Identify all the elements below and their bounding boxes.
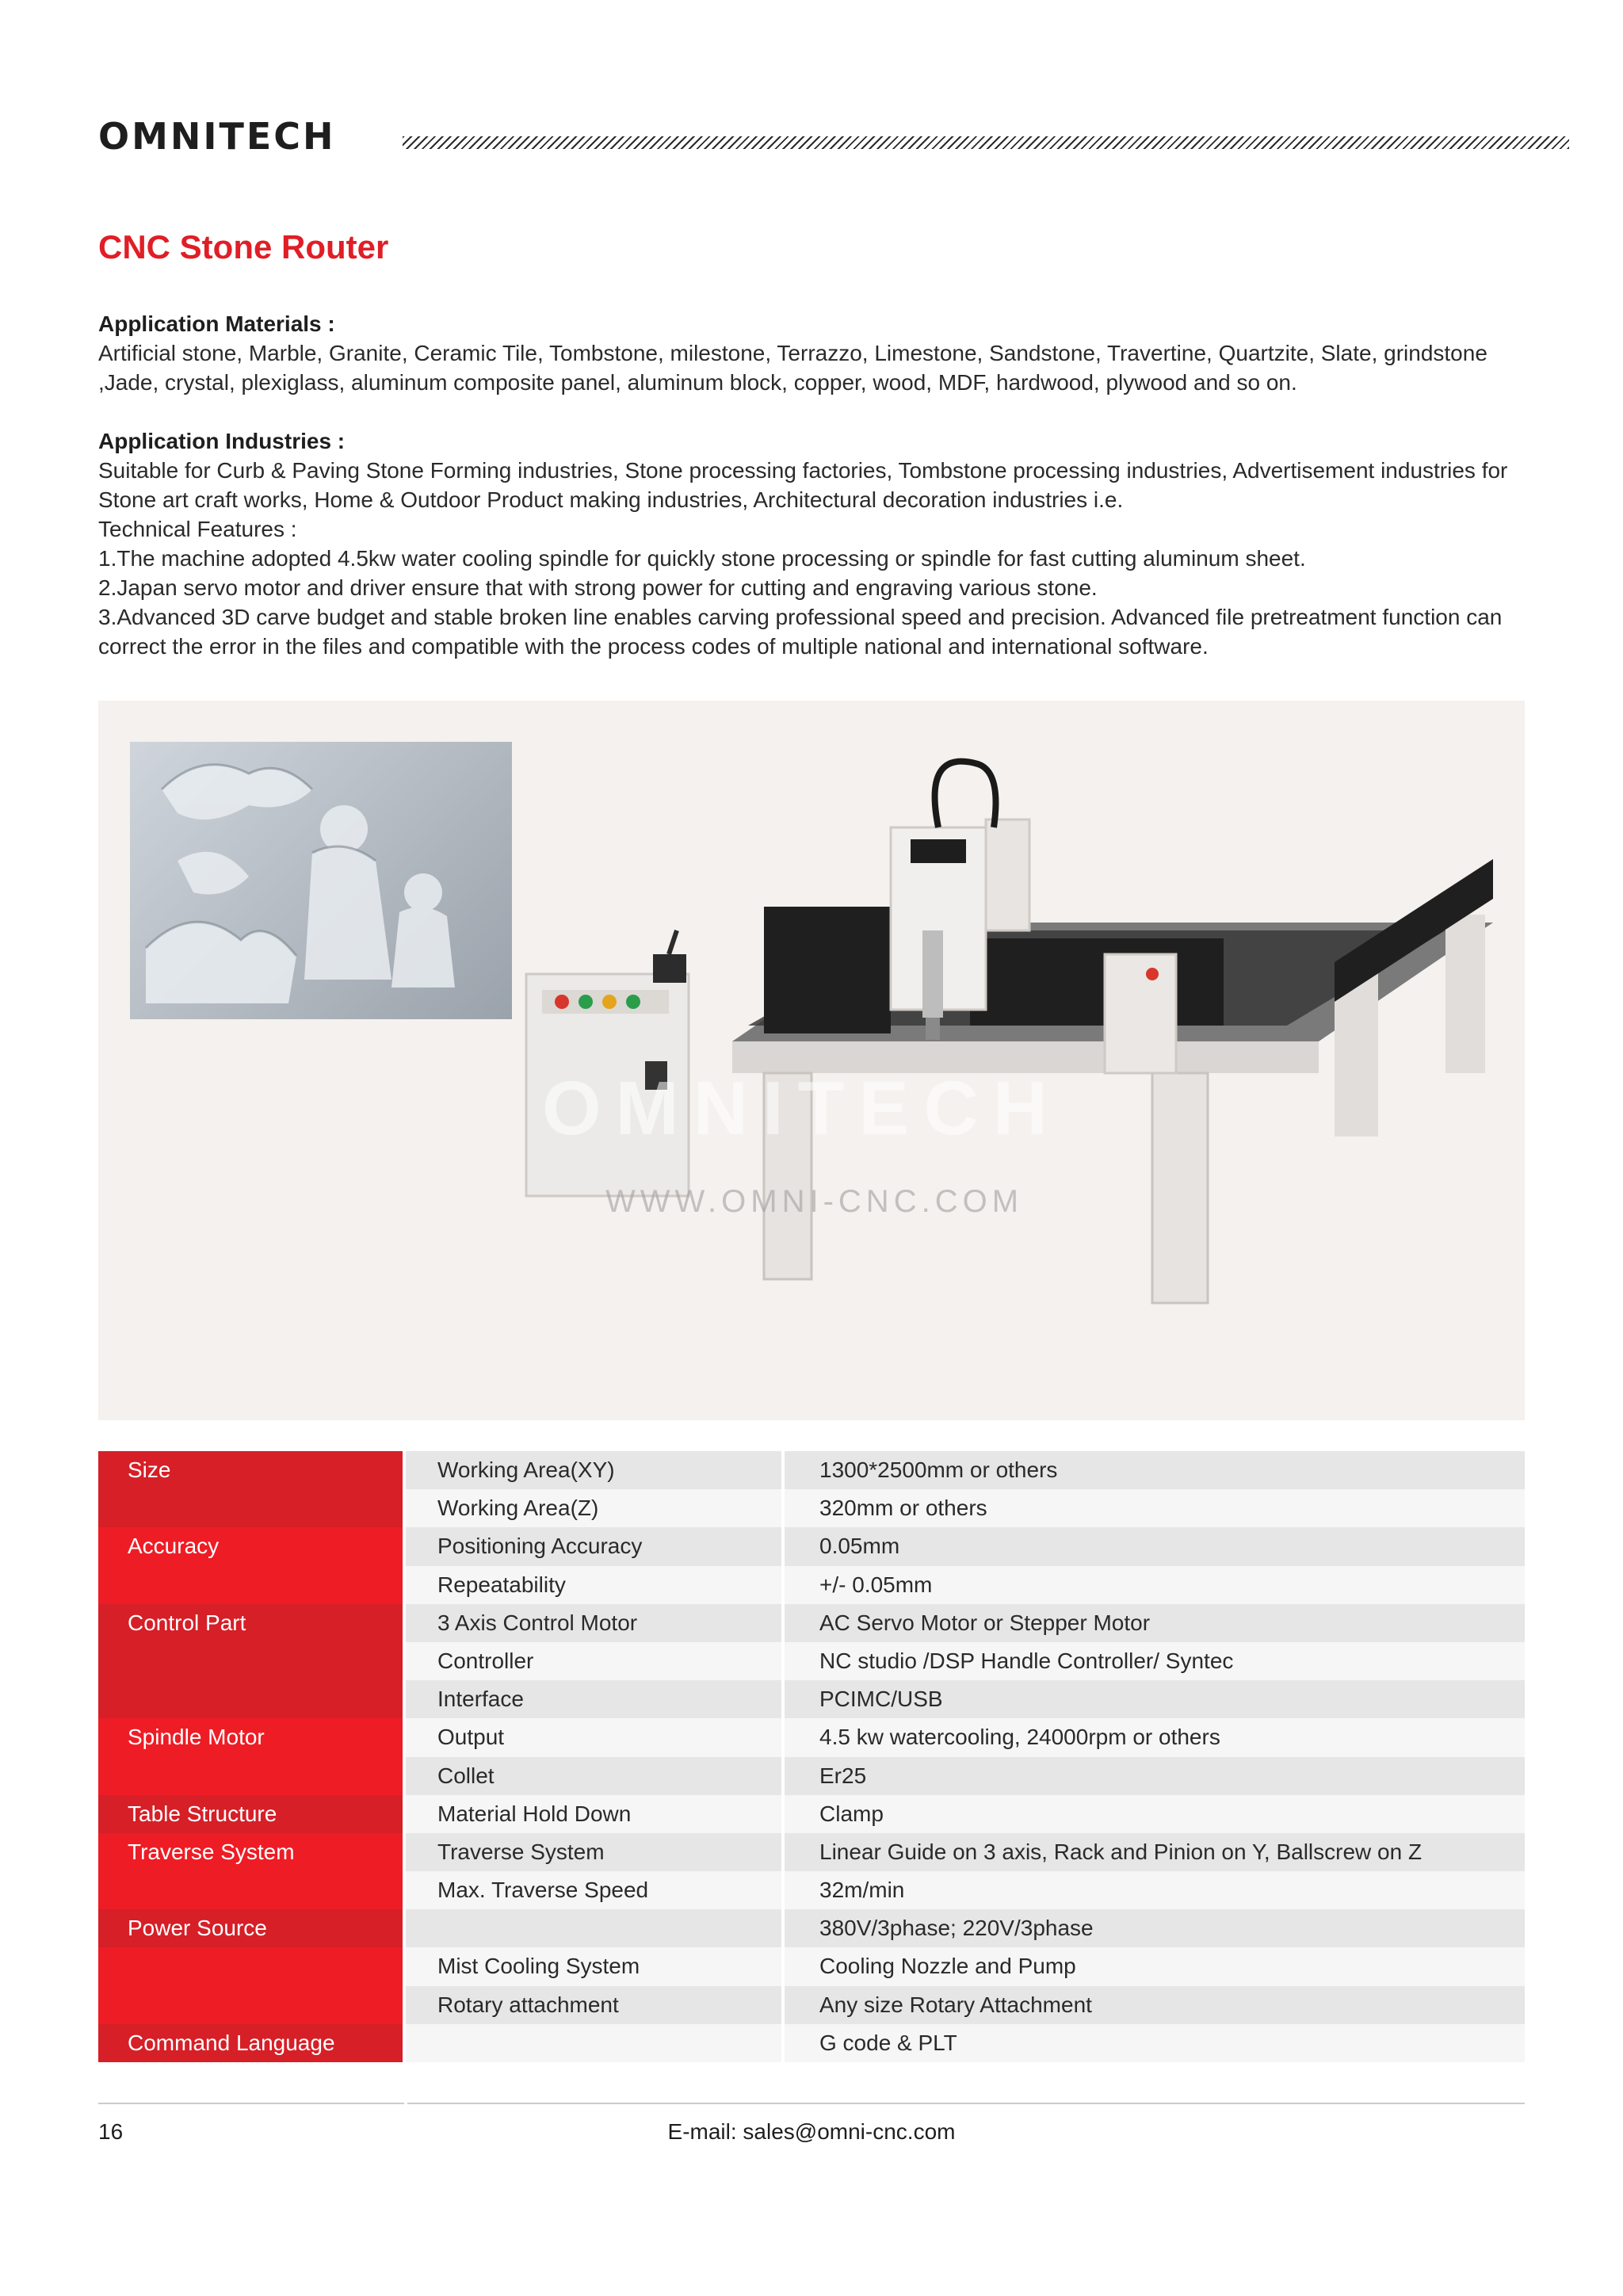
spec-value: 0.05mm [785, 1527, 1525, 1565]
spec-item: Controller [406, 1642, 785, 1680]
spec-category: Spindle Motor [98, 1718, 406, 1756]
spec-category [98, 1757, 406, 1795]
watermark-url: WWW.OMNI-CNC.COM [605, 1184, 1024, 1219]
technical-feature-1: 1.The machine adopted 4.5kw water cooling spindle for quickly stone processing or spindle for fast cutting aluminum sheet. [98, 546, 1306, 571]
header-hatch-divider [403, 136, 1569, 149]
table-row [98, 1909, 1525, 1947]
table-row [98, 2024, 1525, 2062]
table-row [98, 1642, 1525, 1680]
product-photo-panel [98, 701, 1525, 1420]
page-number: 16 [98, 2119, 124, 2144]
table-row [98, 1986, 1525, 2024]
spec-value: 1300*2500mm or others [785, 1451, 1525, 1489]
spec-category: Control Part [98, 1604, 406, 1642]
spec-item: Rotary attachment [406, 1986, 785, 2024]
spec-value: AC Servo Motor or Stepper Motor [785, 1604, 1525, 1642]
table-row [98, 1947, 1525, 1985]
spec-value: 380V/3phase; 220V/3phase [785, 1909, 1525, 1947]
page-title: CNC Stone Router [98, 228, 389, 266]
footer-divider-left [98, 2103, 404, 2104]
spec-value: Clamp [785, 1795, 1525, 1833]
table-row [98, 1757, 1525, 1795]
technical-feature-3: 3.Advanced 3D carve budget and stable broken line enables carving professional speed and precision. Advanced file pretreatment function can correct the error in the files and compatible with the process codes of multiple national and international software. [98, 605, 1503, 659]
table-row [98, 1833, 1525, 1871]
application-industries-text: Suitable for Curb & Paving Stone Forming industries, Stone processing factories, Tombstone processing industries, Advertisement industries for Stone art craft works, Home & Outdoor Product making industries, Architectural decoration industries i.e. [98, 458, 1508, 512]
spec-category: Traverse System [98, 1833, 406, 1871]
table-row [98, 1527, 1525, 1565]
spec-category [98, 1489, 406, 1527]
spec-category [98, 1642, 406, 1680]
spec-value: Any size Rotary Attachment [785, 1986, 1525, 2024]
spec-category [98, 1947, 406, 1985]
table-row [98, 1795, 1525, 1833]
spec-category [98, 1871, 406, 1909]
spec-item: Output [406, 1718, 785, 1756]
technical-features-heading: Technical Features : [98, 517, 297, 541]
intro-section [98, 309, 1525, 661]
spec-item: Repeatability [406, 1566, 785, 1604]
table-row [98, 1451, 1525, 1489]
spec-item [406, 1909, 785, 1947]
spec-category: Command Language [98, 2024, 406, 2062]
technical-feature-2: 2.Japan servo motor and driver ensure that with strong power for cutting and engraving various stone. [98, 575, 1098, 600]
footer-divider-right [407, 2103, 1525, 2104]
footer-email: E-mail: sales@omni-cnc.com [667, 2119, 956, 2144]
spec-item: Interface [406, 1680, 785, 1718]
spec-value: 4.5 kw watercooling, 24000rpm or others [785, 1718, 1525, 1756]
spec-item: Traverse System [406, 1833, 785, 1871]
spec-category: Power Source [98, 1909, 406, 1947]
spec-value: 320mm or others [785, 1489, 1525, 1527]
spec-value: Linear Guide on 3 axis, Rack and Pinion on Y, Ballscrew on Z [785, 1833, 1525, 1871]
spec-item [406, 2024, 785, 2062]
spec-value: G code & PLT [785, 2024, 1525, 2062]
spec-value: PCIMC/USB [785, 1680, 1525, 1718]
spec-value: Er25 [785, 1757, 1525, 1795]
spec-category [98, 1986, 406, 2024]
table-row [98, 1718, 1525, 1756]
table-row [98, 1871, 1525, 1909]
table-row [98, 1604, 1525, 1642]
spec-category [98, 1566, 406, 1604]
table-row [98, 1680, 1525, 1718]
spec-category: Size [98, 1451, 406, 1489]
spec-item: Max. Traverse Speed [406, 1871, 785, 1909]
spec-category: Accuracy [98, 1527, 406, 1565]
spec-category [98, 1680, 406, 1718]
header [98, 115, 1569, 158]
spec-category: Table Structure [98, 1795, 406, 1833]
specification-table [98, 1451, 1525, 2062]
spec-value: Cooling Nozzle and Pump [785, 1947, 1525, 1985]
omnitech-logo: OMNITECH [98, 115, 336, 158]
spec-value: +/- 0.05mm [785, 1566, 1525, 1604]
application-materials-heading: Application Materials : [98, 311, 335, 336]
cnc-stone-router-machine-image [98, 701, 1525, 1420]
spec-item: Working Area(XY) [406, 1451, 785, 1489]
spec-value: NC studio /DSP Handle Controller/ Syntec [785, 1642, 1525, 1680]
spec-item: Collet [406, 1757, 785, 1795]
spec-value: 32m/min [785, 1871, 1525, 1909]
watermark-logo: OMNITECH [542, 1066, 1062, 1151]
table-row [98, 1489, 1525, 1527]
spec-item: Material Hold Down [406, 1795, 785, 1833]
table-row [98, 1566, 1525, 1604]
spec-item: Positioning Accuracy [406, 1527, 785, 1565]
spec-item: 3 Axis Control Motor [406, 1604, 785, 1642]
spec-item: Mist Cooling System [406, 1947, 785, 1985]
application-industries-heading: Application Industries : [98, 429, 346, 453]
application-materials-text: Artificial stone, Marble, Granite, Ceramic Tile, Tombstone, milestone, Terrazzo, Limestone, Sandstone, Travertine, Quartzite, Slate, grindstone ,Jade, crystal, plexiglass, aluminum composite panel, aluminum block, copper, wood, MDF, hardwood, plywood and so on. [98, 341, 1487, 395]
spec-item: Working Area(Z) [406, 1489, 785, 1527]
